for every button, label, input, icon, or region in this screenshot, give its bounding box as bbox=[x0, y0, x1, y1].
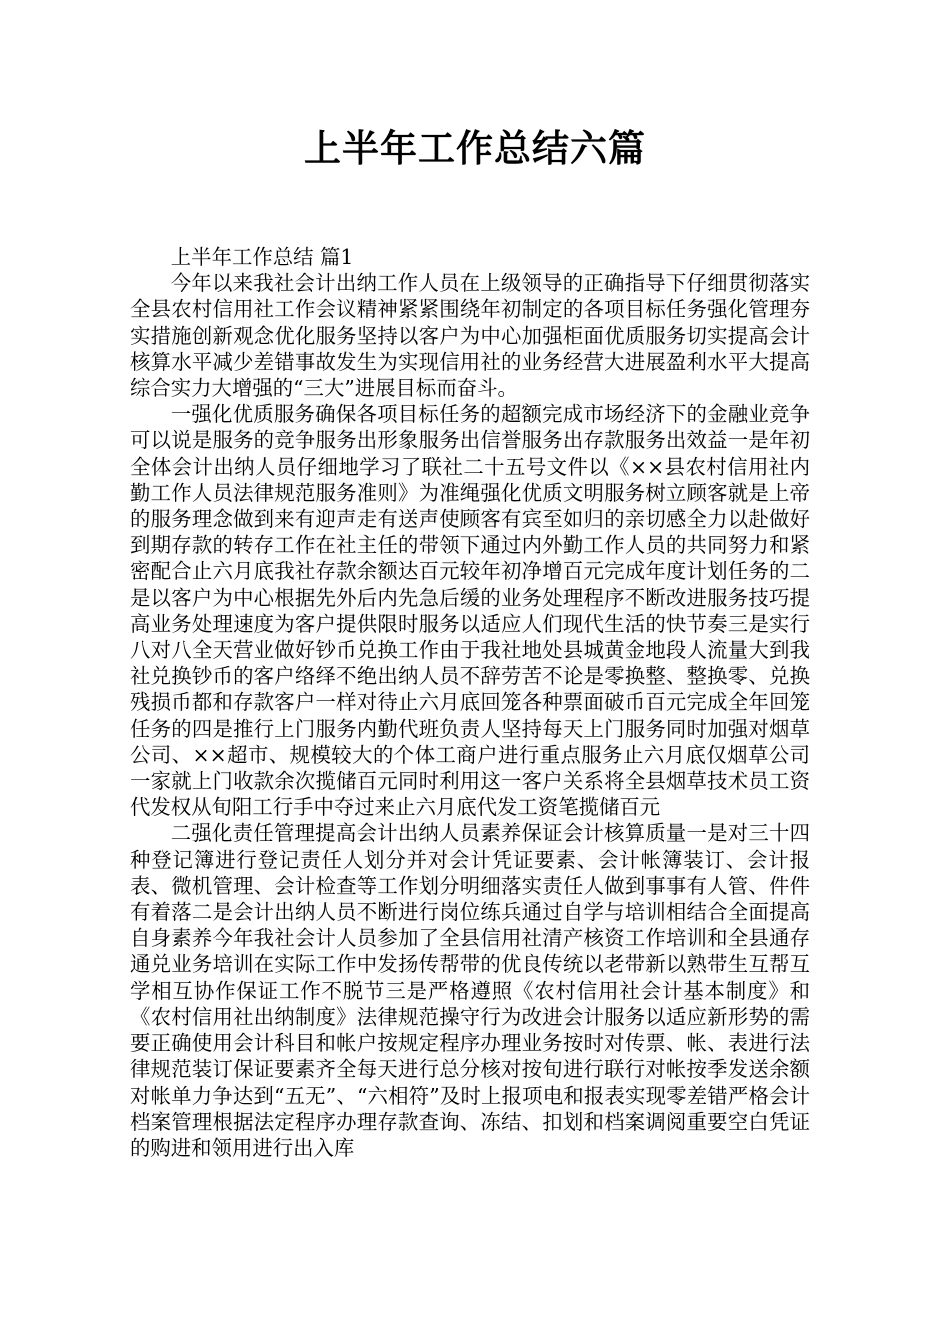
paragraph-service: 一强化优质服务确保各项目标任务的超额完成市场经济下的金融业竞争可以说是服务的竞争服务出形象服务出信誉服务出存款服务出效益一是年初全体会计出纳人员仔细地学习了联社二十五号文件以《××县农村信用社内勤工作人员法律规范服务准则》为准绳强化优质文明服务树立顾客就是上帝的服务理念做到来有迎声走有送声使顾客有宾至如归的亲切感全力以赴做好到期存款的转存工作在社主任的带领下通过内外勤工作人员的共同努力和紧密配合止六月底我社存款余额达百元较年初净增百元完成年度计划任务的二是以客户为中心根据先外后内先急后缓的业务处理程序不断改进服务技巧提高业务处理速度为客户提供限时服务以适应人们现代生活的快节奏三是实行八对八全天营业做好钞币兑换工作由于我社地处县城黄金地段人流量大到我社兑换钞币的客户络绎不绝出纳人员不辞劳苦不论是零换整、整换零、兑换残损币都和存款客户一样对待止六月底回笼各种票面破币百元完成全年回笼任务的四是推行上门服务内勤代班负责人坚持每天上门服务同时加强对烟草公司、××超市、规模较大的个体工商户进行重点服务止六月底仅烟草公司一家就上门收款余次揽储百元同时利用这一客户关系将全县烟草技术员工资代发权从旬阳工行手中夺过来止六月底代发工资笔揽储百元 bbox=[130, 402, 810, 820]
section-heading: 上半年工作总结 篇1 bbox=[170, 245, 354, 269]
document-title: 上半年工作总结六篇 bbox=[304, 127, 646, 170]
paragraph-responsibility: 二强化责任管理提高会计出纳人员素养保证会计核算质量一是对三十四种登记簿进行登记责任人划分并对会计凭证要素、会计帐簿装订、会计报表、微机管理、会计检查等工作划分明细落实责任人做到事事有人管、件件有着落二是会计出纳人员不断进行岗位练兵通过自学与培训相结合全面提高自身素养今年我社会计人员参加了全县信用社清产核资工作培训和全县通存通兑业务培训在实际工作中发扬传帮带的优良传统以老带新以熟带生互帮互学相互协作保证工作不脱节三是严格遵照《农村信用社会计基本制度》和《农村信用社出纳制度》法律规范操守行为改进会计服务以适应新形势的需要正确使用会计科目和帐户按规定程序办理业务按时对传票、帐、表进行法律规范装订保证要素齐全每天进行总分核对按旬进行联行对帐按季发送余额对帐单力争达到“五无”、“六相符”及时上报项电和报表实现零差错严格会计档案管理根据法定程序办理存款查询、冻结、扣划和档案调阅重要空白凭证的购进和领用进行出入库 bbox=[130, 821, 810, 1160]
document-body bbox=[130, 244, 810, 1161]
paragraph-intro: 今年以来我社会计出纳工作人员在上级领导的正确指导下仔细贯彻落实全县农村信用社工作会议精神紧紧围绕年初制定的各项目标任务强化管理夯实措施创新观念优化服务坚持以客户为中心加强柜面优质服务切实提高会计核算水平减少差错事故发生为实现信用社的业务经营大进展盈利水平大提高综合实力大增强的“三大”进展目标而奋斗。 bbox=[130, 271, 810, 401]
